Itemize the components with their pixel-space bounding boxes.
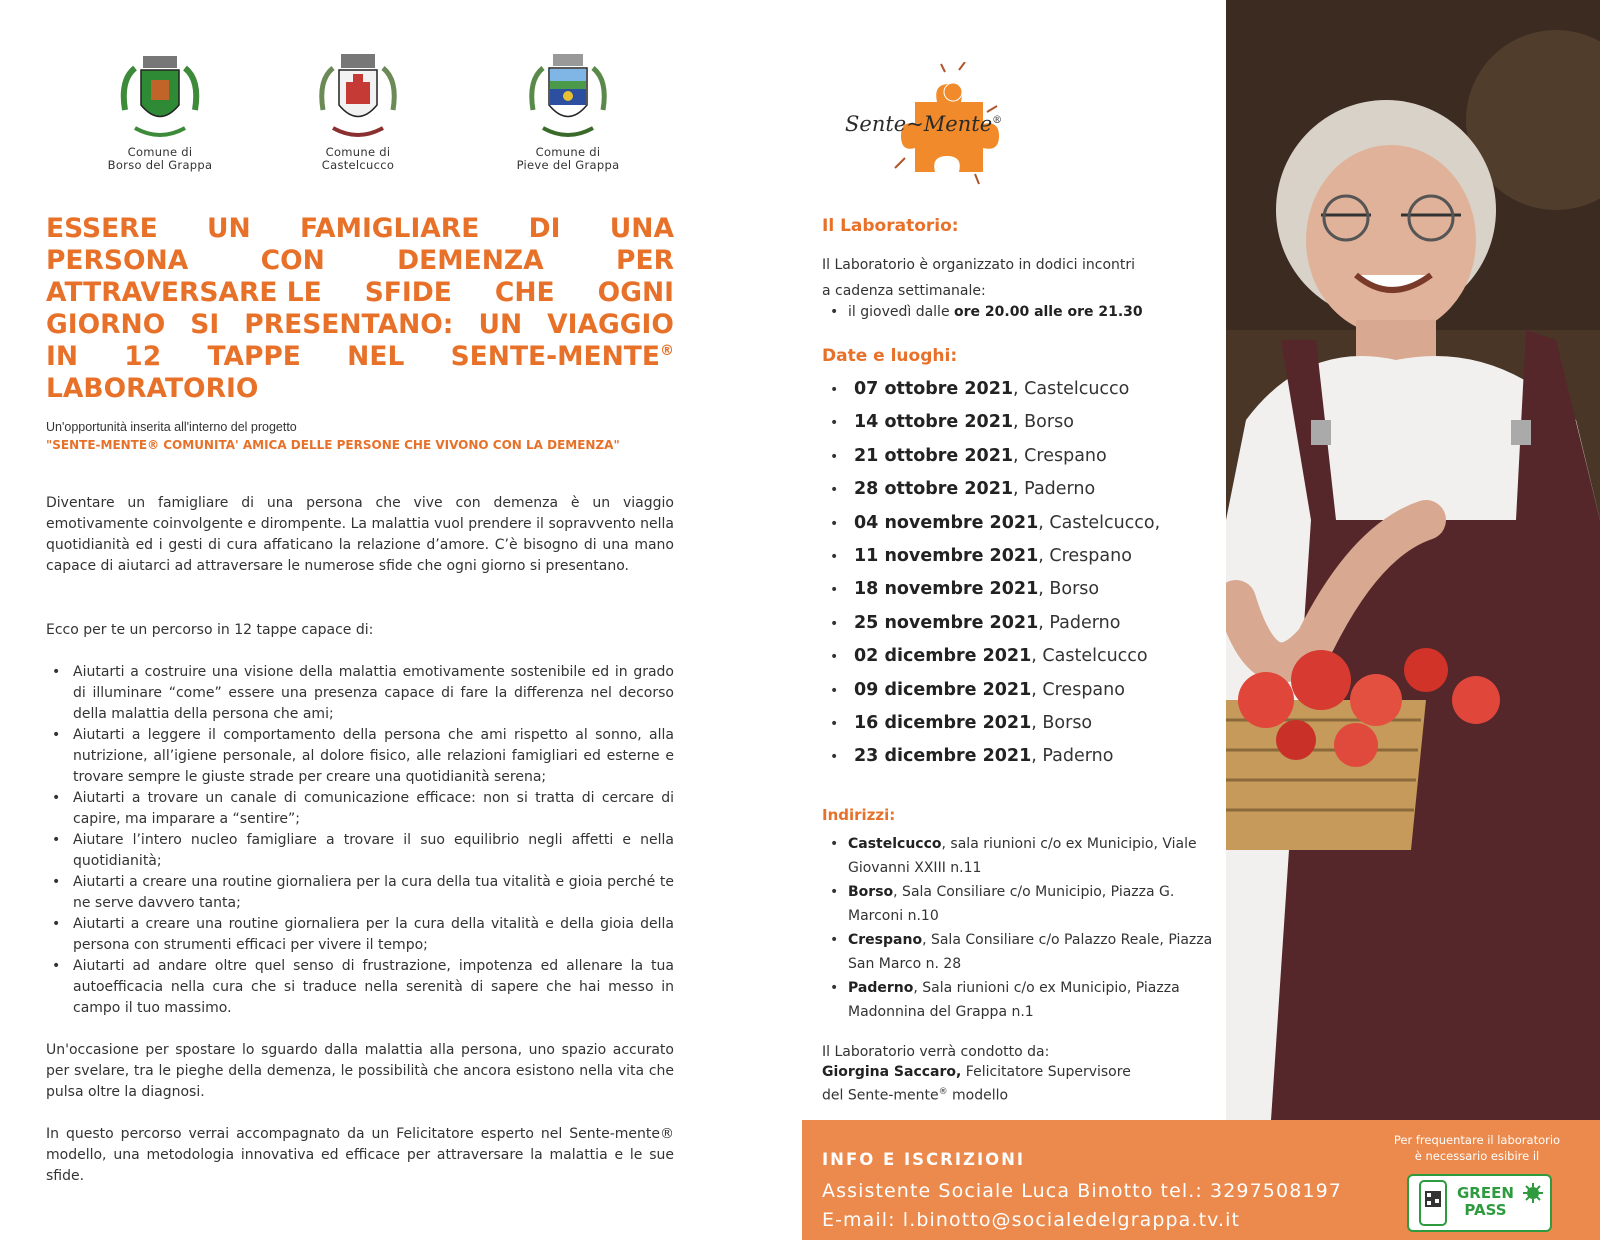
project-intro: Un'opportunità inserita all'interno del progetto	[46, 420, 297, 434]
smartphone-qr-icon	[1414, 1179, 1454, 1229]
elderly-woman-photo	[1226, 0, 1600, 1120]
info-footer	[802, 1120, 1600, 1240]
borso-coat-of-arms-icon	[115, 50, 205, 142]
lab-schedule: • il giovedì dalle ore 20.00 alle ore 21.30	[830, 304, 1143, 320]
photo-illustration	[1226, 0, 1600, 1120]
list-item: • 28 ottobre 2021, Paderno	[830, 479, 1096, 500]
municipality-crests	[95, 50, 655, 190]
body-paragraph: In questo percorso verrai accompagnato da un Felicitatore esperto nel Sente-mente® modello, una metodologia innovativa ed efficace per attraversare la malattia e le sue sfide.	[46, 1126, 674, 1184]
title-line: ESSERE UN FAMIGLIARE DI UNA	[46, 213, 674, 244]
body-paragraph: Un'occasione per spostare lo sguardo dalla malattia alla persona, uno spazio accurato per svelare, tra le pieghe della demenza, le possibilità che ancora esistono nella vita che pulsa oltre la diagnosi.	[46, 1042, 674, 1100]
list-item: • 02 dicembre 2021, Castelcucco	[830, 646, 1148, 667]
body-paragraph: Ecco per te un percorso in 12 tappe capace di:	[46, 622, 374, 638]
footer-title: INFO E ISCRIZIONI	[822, 1150, 1026, 1169]
list-item: • Aiutarti a costruire una visione della malattia emotivamente sostenibile ed in grado di illuminare “come” essere una presenza capace di fare la differenza nel decorso della malattia della persona che ami;	[46, 662, 674, 725]
pieve-coat-of-arms-icon	[523, 50, 613, 142]
castelcucco-coat-of-arms-icon	[313, 50, 403, 142]
list-item: • Paderno, Sala riunioni c/o ex Municipio, Piazza Madonnina del Grappa n.1	[830, 976, 1225, 1024]
list-item: • 07 ottobre 2021, Castelcucco	[830, 379, 1130, 399]
benefits-list	[46, 662, 674, 1019]
list-item: • 25 novembre 2021, Paderno	[830, 612, 1121, 633]
list-item: • Aiutarti a trovare un canale di comunicazione efficace: non si tratta di cercare di capire, ma imparare a “sentire”;	[46, 788, 674, 830]
list-item: • Aiutare l’intero nucleo famigliare a trovare il suo equilibrio negli affetti e nella quotidianità;	[46, 830, 674, 872]
list-item: • 23 dicembre 2021, Paderno	[830, 746, 1114, 767]
project-name: "SENTE-MENTE® COMUNITA' AMICA DELLE PERSONE CHE VIVONO CON LA DEMENZA"	[46, 438, 620, 452]
page-title	[46, 213, 674, 405]
crest-caption: Comune di Pieve del Grappa	[516, 145, 620, 172]
logo-wordmark: Sente~Mente®	[845, 112, 1003, 136]
green-pass-note: Per frequentare il laboratorio è necessario esibire il	[1393, 1133, 1561, 1163]
crest-pieve	[503, 50, 633, 172]
addresses-list	[830, 832, 1225, 1024]
list-item: • Aiutarti a leggere il comportamento della persona che ami rispetto al sonno, alla nutrizione, all’igiene personale, al dolore fisico, alle relazioni famigliari ed esterne e trovare sempre le giuste strade per creare una quotidianità serena;	[46, 725, 674, 788]
list-item: • Castelcucco, sala riunioni c/o ex Municipio, Viale Giovanni XXIII n.11	[830, 832, 1225, 880]
sente-mente-logo	[845, 62, 1045, 187]
title-line: ATTRAVERSARE LE SFIDE CHE OGNI	[46, 277, 674, 308]
virus-icon	[1522, 1182, 1544, 1204]
list-item: • Crespano, Sala Consiliare c/o Palazzo Reale, Piazza San Marco n. 28	[830, 928, 1225, 976]
list-item: • 14 ottobre 2021, Borso	[830, 412, 1074, 433]
dates-list	[830, 376, 1160, 777]
title-line: PERSONA CON DEMENZA PER	[46, 245, 674, 276]
list-item: • 18 novembre 2021, Borso	[830, 579, 1100, 600]
green-pass-label: GREEN PASS	[1457, 1184, 1514, 1219]
list-item: • Aiutarti a creare una routine giornaliera per la cura della tua vitalità e gioia perché te ne serve davvero tanta;	[46, 872, 674, 914]
footer-contact-phone: Assistente Sociale Luca Binotto tel.: 3297508197	[822, 1180, 1342, 1202]
title-line: LABORATORIO	[46, 373, 259, 404]
section-title-laboratorio: Il Laboratorio:	[822, 216, 959, 236]
footer-contact-email[interactable]: E-mail: l.binotto@socialedelgrappa.tv.it	[822, 1209, 1241, 1231]
crest-caption: Comune di Castelcucco	[321, 145, 395, 172]
green-pass-badge	[1407, 1174, 1552, 1232]
title-line: GIORNO SI PRESENTANO: UN VIAGGIO	[46, 309, 674, 340]
list-item: • Borso, Sala Consiliare c/o Municipio, Piazza G. Marconi n.10	[830, 880, 1225, 928]
conductor-info: Il Laboratorio verrà condotto da: Giorgina Saccaro, Felicitatore Supervisore del Sente-mente® modello	[822, 1044, 1131, 1104]
body-paragraph: Diventare un famigliare di una persona che vive con demenza è un viaggio emotivamente coinvolgente e dirompente. La malattia vuol prendere il sopravvento nella quotidianità ed i gesti di cura affaticano la relazione d’amore. C’è bisogno di una mano capace di aiutarci ad attraversare le numerose sfide che ogni giorno si presentano.	[46, 495, 674, 574]
crest-borso	[95, 50, 225, 172]
list-item: • 21 ottobre 2021, Crespano	[830, 445, 1107, 466]
crest-caption: Comune di Borso del Grappa	[107, 145, 213, 172]
title-line: IN 12 TAPPE NEL SENTE-MENTE®	[46, 341, 674, 372]
section-title-addresses: Indirizzi:	[822, 806, 896, 824]
section-title-dates: Date e luoghi:	[822, 346, 958, 366]
list-item: • Aiutarti ad andare oltre quel senso di frustrazione, impotenza ed allenare la tua autoefficacia nella cura che si traduce nella serenità di sapere che hai messo in campo il tuo massimo.	[46, 956, 674, 1019]
list-item: • 16 dicembre 2021, Borso	[830, 712, 1093, 733]
lab-description: Il Laboratorio è organizzato in dodici incontri a cadenza settimanale:	[822, 257, 1136, 299]
list-item: • 04 novembre 2021, Castelcucco,	[830, 512, 1161, 533]
list-item: • Aiutarti a creare una routine giornaliera per la cura della vitalità e della gioia della persona con strumenti efficaci per vivere il tempo;	[46, 914, 674, 956]
crest-castelcucco	[293, 50, 423, 172]
list-item: • 09 dicembre 2021, Crespano	[830, 679, 1125, 700]
list-item: • 11 novembre 2021, Crespano	[830, 545, 1132, 566]
